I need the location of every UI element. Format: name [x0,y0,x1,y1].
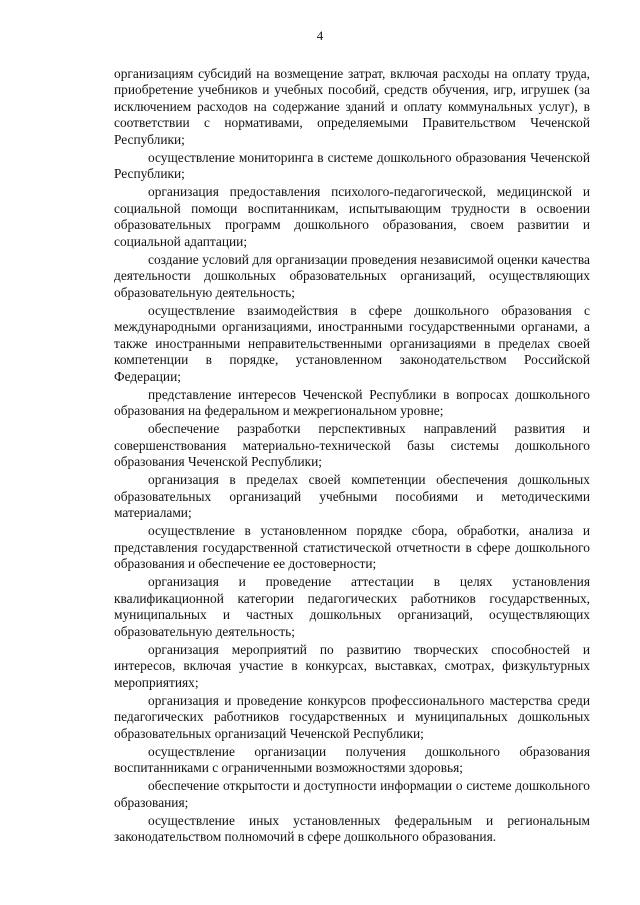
paragraph-4: создание условий для организации проведения независимой оценки качества деятельности дошкольных образовательных организаций, осуществляющих образовательную деятельность; [114,251,590,300]
paragraph-6: представление интересов Чеченской Республики в вопросах дошкольного образования на федеральном и межрегиональном уровне; [114,386,590,419]
paragraph-1: организациям субсидий на возмещение затрат, включая расходы на оплату труда, приобретение учебников и учебных пособий, средств обучения, игр, игрушек (за исключением расходов на содержание зданий и оплату коммунальных услуг), в соответствии с нормативами, определяемыми Правительством Чеченской Республики; [114,66,590,147]
paragraph-14: обеспечение открытости и доступности информации о системе дошкольного образования; [114,778,590,810]
paragraph-3: организация предоставления психолого-педагогической, медицинской и социальной помощи воспитанникам, испытывающим трудности в освоении образовательных программ дошкольного образования, своем развитии и социальной адаптации; [114,184,590,249]
page-number: 4 [316,28,324,43]
paragraph-7: обеспечение разработки перспективных направлений развития и совершенствования материально-технической базы системы дошкольного образования Чеченской Республики; [114,421,590,470]
document-body [114,66,590,848]
paragraph-15: осуществление иных установленных федеральным и региональным законодательством полномочий в сфере дошкольного образования. [114,813,590,845]
paragraph-5: осуществление взаимодействия в сфере дошкольного образования с международными организациями, иностранными государственными органами, а также иностранными неправительственными организациями в пределах своей компетенции в порядке, установленном законодательством Российской Федерации; [114,302,590,384]
paragraph-10: организация и проведение аттестации в целях установления квалификационной категории педагогических работников государственных, муниципальных и частных дошкольных организаций, осуществляющих образовательную деятельность; [114,574,590,639]
paragraph-8: организация в пределах своей компетенции обеспечения дошкольных образовательных организаций учебными пособиями и методическими материалами; [114,472,590,521]
paragraph-11: организация мероприятий по развитию творческих способностей и интересов, включая участие в конкурсах, выставках, смотрах, физкультурных мероприятиях; [114,641,590,690]
paragraph-12: организация и проведение конкурсов профессионального мастерства среди педагогических работников государственных и муниципальных дошкольных образовательных организаций Чеченской Республики; [114,692,590,741]
paragraph-2: осуществление мониторинга в системе дошкольного образования Чеченской Республики; [114,149,590,182]
paragraph-13: осуществление организации получения дошкольного образования воспитанниками с ограниченными возможностями здоровья; [114,743,590,776]
paragraph-9: осуществление в установленном порядке сбора, обработки, анализа и представления государственной статистической отчетности в сфере дошкольного образования и обеспечение ее достоверности; [114,523,590,572]
